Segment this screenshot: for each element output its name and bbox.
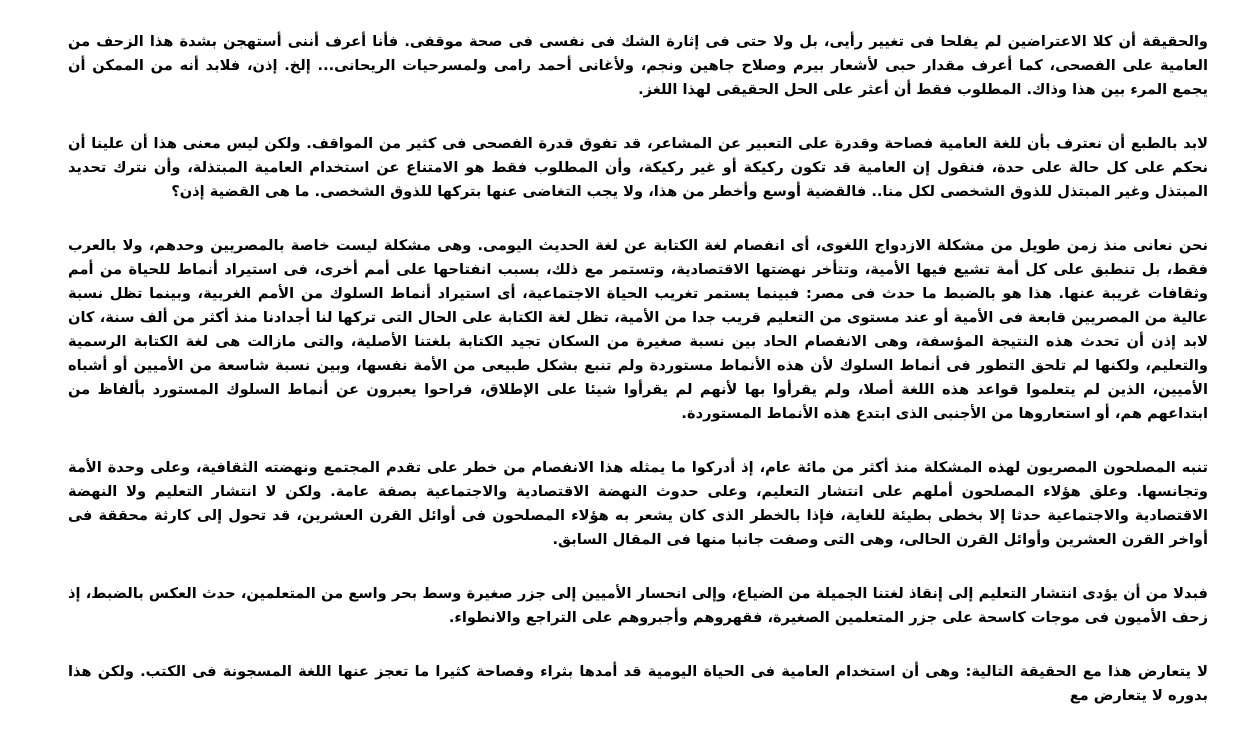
paragraph-3: نحن نعانى منذ زمن طويل من مشكلة الازدواج اللغوى، أى انفصام لغة الكتابة عن لغة الحديث اليومى. وهى مشكلة ليست خاصة بالمصريين وحدهم، ولا بالعرب فقط، بل تنطبق على كل أمة تشيع فيها الأمية، وتتأخر نهضتها الاقتصادية، وتستمر مع ذلك، بسبب انفتاحها على أمم أخرى، فى استيراد أنماط للحياة من أمم وثقافات غريبة عنها. هذا هو بالضبط ما حدث فى مصر: فبينما يستمر تغريب الحياة الاجتماعية، أى استيراد أنماط السلوك من الأمم الغربية، وبينما تظل نسبة عالية من المصريين قابعة فى الأمية أو عند مستوى من التعليم قريب جدا من الأمية، تظل لغة الكتابة على الحال التى تركها لنا أجدادنا منذ أكثر من ألف سنة، كان لابد إذن أن تحدث هذه النتيجة المؤسفة، وهى الانفصام الحاد بين نسبة صغيرة من السكان تجيد الكتابة بلغتنا الأصلية، والتى مازالت هى لغة الكتابة الرسمية والتعليم، ولكنها لم تلحق التطور فى أنماط السلوك لأن هذه الأنماط مستوردة ولم تنبع بشكل طبيعى من الأمة نفسها، وبين نسبة شاسعة من الأميين أو أشباه الأميين، الذين لم يتعلموا قواعد هذه اللغة أصلا، ولم يقرأوا بها لأنهم لم يقرأوا شيئا على الإطلاق، فراحوا يعبرون عن أنماط السلوك المستورد بألفاظ من ابتداعهم هم، أو استعاروها من الأجنبى الذى ابتدع هذه الأنماط المستوردة. — [68, 237, 1208, 422]
paragraph-4: تنبه المصلحون المصريون لهذه المشكلة منذ أكثر من مائة عام، إذ أدركوا ما يمثله هذا الانفصام من خطر على تقدم المجتمع ونهضته الثقافية، وعلى وحدة الأمة وتجانسها. وعلق هؤلاء المصلحون أملهم على انتشار التعليم، وعلى حدوث النهضة الاقتصادية والاجتماعية بصفة عامة. ولكن لا انتشار التعليم ولا النهضة الاقتصادية والاجتماعية حدثا إلا بخطى بطيئة للغاية، فإذا بالخطر الذى كان يشعر به هؤلاء المصلحون فى أوائل القرن العشرين، قد تحول إلى كارثة محققة فى أواخر القرن العشرين وأوائل القرن الحالى، وهى التى وصفت جانبا منها فى المقال السابق. — [68, 459, 1208, 548]
paragraph-2: لابد بالطبع أن نعترف بأن للغة العامية فصاحة وقدرة على التعبير عن المشاعر، قد تفوق قدرة الفصحى فى كثير من المواقف. ولكن ليس معنى هذا أن علينا أن نحكم على كل حالة على حدة، فنقول إن العامية قد تكون ركيكة أو غير ركيكة، وأن المطلوب فقط هو الامتناع عن استخدام العامية المبتذلة، وأن نترك تحديد المبتذل وغير المبتذل للذوق الشخصى لكل منا.. فالقضية أوسع وأخطر من هذا، ولا يجب التغاضى عنها بتركها للذوق الشخصى. ما هى القضية إذن؟ — [68, 135, 1208, 200]
document-body — [68, 30, 1208, 708]
paragraph-1: والحقيقة أن كلا الاعتراضين لم يفلحا فى تغيير رأيى، بل ولا حتى فى إثارة الشك فى نفسى فى صحة موقفى. فأنا أعرف أننى أستهجن بشدة هذا الزحف من العامية على الفصحى، كما أعرف مقدار حبى لأشعار بيرم وصلاح جاهين ونجم، ولأغانى أحمد رامى ولمسرحيات الريحانى... إلخ. إذن، فلابد أنه من الممكن أن يجمع المرء بين هذا وذاك. المطلوب فقط أن أعثر على الحل الحقيقى لهذا اللغز. — [68, 33, 1208, 98]
paragraph-6: لا يتعارض هذا مع الحقيقة التالية: وهى أن استخدام العامية فى الحياة اليومية قد أمدها بثراء وفصاحة كثيرا ما تعجز عنها اللغة المسجونة فى الكتب. ولكن هذا بدوره لا يتعارض مع — [68, 663, 1208, 704]
paragraph-5: فبدلا من أن يؤدى انتشار التعليم إلى إنقاذ لغتنا الجميلة من الضياع، وإلى انحسار الأميين إلى جزر صغيرة وسط بحر واسع من المتعلمين، حدث العكس بالضبط، إذ زحف الأميون فى موجات كاسحة على جزر المتعلمين الصغيرة، فقهروهم وأجبروهم على التراجع والانطواء. — [68, 585, 1208, 626]
